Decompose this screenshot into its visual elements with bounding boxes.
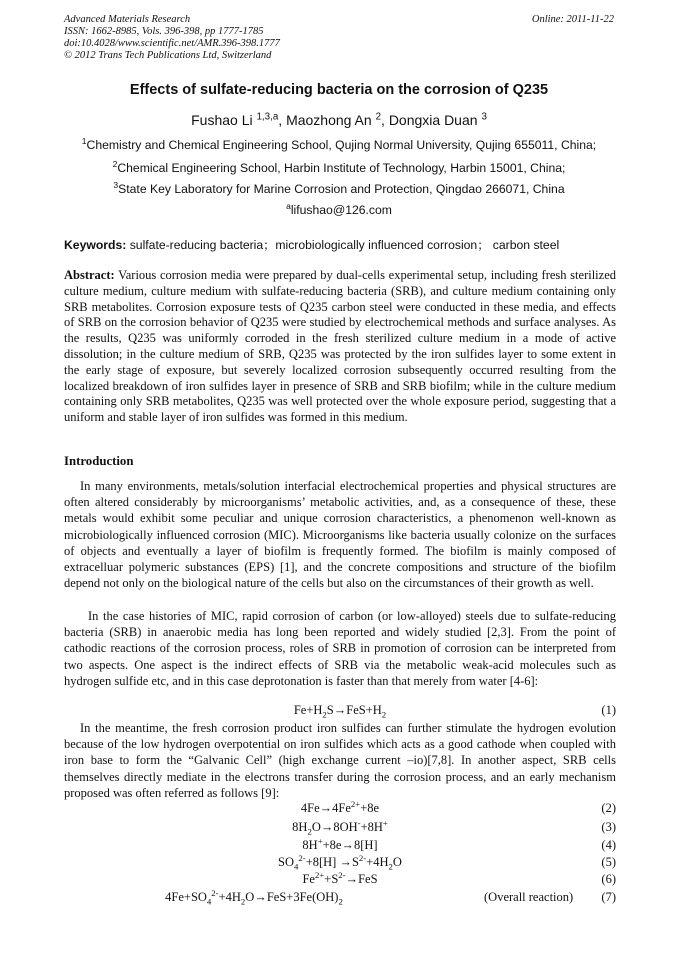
affiliation-3 bbox=[0, 179, 678, 196]
affil-text: State Key Laboratory for Marine Corrosion and Protection, Qingdao 266071, China bbox=[118, 182, 565, 196]
abstract-text: Various corrosion media were prepared by dual-cells experimental setup, including fresh sterilized culture medium, culture medium with sulfate-reducing bacteria (SRB), and culture medium containing only SRB metabolites. Corrosion exposure tests of Q235 carbon steel were conducted in these media, and effects of SRB on the corrosion behavior of Q235 were studied by electrochemical methods and surface analyses. As the results, Q235 was uniformly corroded in the fresh sterilized culture medium in a mode of active dissolution; in the culture medium of SRB, Q235 was protected by the iron sulfides layer to some extent in the early stage of exposure, but severely localized corrosion subsequently occurred resulting from the localized breakdown of iron sulfides layer in presence of SRB and SRB biofilm; while in the culture medium containing only SRB metabolites, Q235 was well protected over the whole exposure period, suggesting that a uniform and stable layer of iron sulfides was formed in this medium. bbox=[64, 268, 616, 425]
journal-name: Advanced Materials Research bbox=[64, 14, 191, 25]
affil-text: Chemistry and Chemical Engineering School, Qujing Normal University, Qujing 655011, China; bbox=[86, 138, 597, 152]
copyright-line: © 2012 Trans Tech Publications Ltd, Switzerland bbox=[64, 50, 272, 61]
intro-paragraph-3: In the meantime, the fresh corrosion product iron sulfides can further stimulate the hydrogen evolution because of the low hydrogen overpotential on iron sulfides which acts as a good cathode when coupled with iron base to form the “Galvanic Cell” (high exchange current –io)[7,8]. In another aspect, SRB cells themselves directly mediate in the electrons transfer during the corrosion process, and an early mechanism proposed was often referred as follows [9]: bbox=[64, 721, 616, 800]
abstract-label: Abstract: bbox=[64, 268, 115, 282]
equation-formula: $SO_4^{2-}+8[H] \to S^{2-}+4H_2O$ bbox=[278, 852, 402, 872]
doi-line: doi:10.4028/www.scientific.net/AMR.396-398.1777 bbox=[64, 38, 280, 49]
affil-text: Chemical Engineering School, Harbin Institute of Technology, Harbin 15001, China; bbox=[117, 161, 566, 175]
equation-formula: $4Fe+SO_4^{2-}+4H_2O\to FeS+3Fe(OH)_2$ bbox=[165, 887, 343, 907]
paper-title: Effects of sulfate-reducing bacteria on the corrosion of Q235 bbox=[129, 82, 549, 98]
equation-formula: $8H_2O\to 8OH^-+8H^+$ bbox=[292, 817, 388, 837]
keywords bbox=[64, 236, 616, 253]
affiliation-2 bbox=[0, 158, 678, 175]
intro-paragraph-2: In the case histories of MIC, rapid corrosion of carbon (or low-alloyed) steels due to sulfate-reducing bacteria (SRB) in anaerobic media has long been reported and widely studied [2,3]. From the point of cathodic reactions of the corrosion process, roles of SRB in promotion of corrosion can be interpreted from two aspects. One aspect is the indirect effects of SRB via the metabolic weak-acid molecules such as hydrogen sulfide etc, and in this case deprotonation is faster than that merely from water [4-6]: bbox=[64, 609, 616, 688]
equation-number: (7) bbox=[601, 890, 616, 904]
equation-formula: $4Fe\to 4Fe^{2+}+8e$ bbox=[300, 798, 380, 815]
equation bbox=[64, 852, 616, 872]
equation bbox=[64, 817, 616, 837]
author-affil-mark: 2 bbox=[375, 111, 382, 123]
affil-mark: 3 bbox=[113, 179, 119, 190]
affil-mark: 1 bbox=[81, 135, 87, 146]
author-affil-mark: 1,3,a bbox=[256, 111, 279, 123]
author-name: Fushao Li bbox=[191, 112, 253, 128]
author-list: Fushao Li $^{1,3,a}$, Maozhong An $^2$, Dongxia Duan $^3$ bbox=[191, 111, 487, 128]
equation-number: (4) bbox=[601, 838, 616, 852]
affil-mark: 2 bbox=[112, 158, 118, 169]
online-date: Online: 2011-11-22 bbox=[531, 14, 614, 25]
equation-number: (3) bbox=[601, 820, 616, 834]
equation-note: (Overall reaction) bbox=[484, 890, 574, 904]
affiliation-1 bbox=[0, 135, 678, 152]
equation bbox=[64, 869, 616, 888]
equation-number: (1) bbox=[601, 703, 616, 717]
keywords-text: sulfate-reducing bacteria；microbiologically influenced corrosion； carbon steel bbox=[126, 238, 560, 252]
equation-number: (6) bbox=[601, 872, 616, 886]
equation-number: (2) bbox=[601, 801, 616, 815]
author-affil-mark: 3 bbox=[481, 111, 487, 123]
equation bbox=[64, 887, 616, 907]
intro-paragraph-1: In many environments, metals/solution interfacial electrochemical properties and physical structures are often altered considerably by microorganisms’ metabolic activities, and, as a consequence of these, these metals would exhibit some peculiar and unique corrosion characteristics, a phenomenon well-known as microbiologically influenced corrosion (MIC). Microorganisms like bacteria usually colonize on the surfaces of objects and eventually a layer of biofilm is frequently formed. The biofilm is mainly composed of extracelluar polymeric substances (EPS) [1], and the concrete compositions and structure of the biofilm depend not only on the biological nature of the cells but also on the circumstances of their growth as well. bbox=[64, 479, 616, 591]
equation-formula: $Fe+H_2S\to FeS+H_2$ bbox=[293, 703, 387, 720]
section-heading: Introduction bbox=[64, 454, 134, 468]
issn-line: ISSN: 1662-8985, Vols. 396-398, pp 1777-1785 bbox=[64, 26, 264, 37]
equation bbox=[64, 835, 616, 854]
keywords-label: Keywords: bbox=[64, 238, 127, 252]
equation bbox=[64, 703, 616, 719]
affil-mark: a bbox=[286, 200, 291, 211]
author-name: Dongxia Duan bbox=[388, 112, 478, 128]
email-text: lifushao@126.com bbox=[290, 203, 392, 217]
equation-formula: 8H++8e→8[H] bbox=[302, 835, 378, 852]
equation-formula: $Fe^{2+}+S^{2-}\to FeS$ bbox=[302, 869, 378, 886]
author-name: Maozhong An bbox=[286, 112, 372, 128]
author-email bbox=[0, 200, 678, 217]
equation-number: (5) bbox=[601, 855, 616, 869]
abstract bbox=[64, 268, 616, 426]
equation bbox=[64, 798, 616, 817]
journal-header bbox=[64, 14, 280, 62]
